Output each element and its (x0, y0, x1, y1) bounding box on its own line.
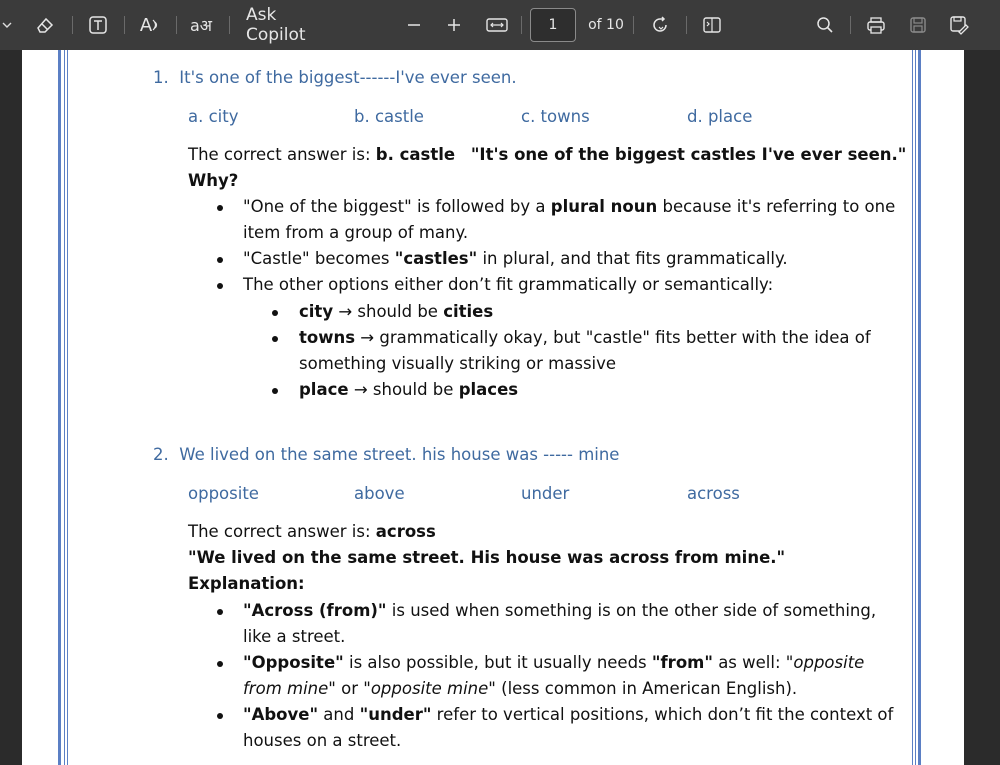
q2-bullet-1-cont: like a street. (243, 627, 346, 646)
q2-bullet-3-cont: houses on a street. (243, 731, 402, 750)
q1-sub-bullet-towns: towns → grammatically okay, but "castle" fits better with the idea of (299, 328, 871, 347)
document-content (22, 50, 964, 765)
print-icon[interactable] (864, 0, 888, 50)
pdf-toolbar (0, 0, 1000, 50)
save-as-icon[interactable] (947, 0, 971, 50)
q2-option-4: across (687, 484, 740, 503)
q2-bullet-3: "Above" and "under" refer to vertical positions, which don’t fit the context of (243, 705, 894, 724)
read-aloud-icon[interactable]: A (136, 0, 164, 50)
q1-answer-line: The correct answer is: b. castle "It's one of the biggest castles I've ever seen." (188, 145, 907, 164)
zoom-out-icon[interactable] (403, 0, 425, 50)
q1-sub-bullet-city: city → should be cities (299, 302, 494, 321)
q2-bullet-1: "Across (from)" is used when something is on the other side of something, (243, 601, 877, 620)
q2-option-2: above (354, 484, 405, 503)
chevron-down-icon[interactable] (0, 0, 14, 50)
question-2: 2. We lived on the same street. his house was ----- mine (153, 445, 620, 464)
q1-bullet-3: The other options either don’t fit grammatically or semantically: (243, 275, 774, 294)
page-number-input[interactable]: 1 (530, 8, 576, 42)
q1-bullet-2: "Castle" becomes "castles" in plural, and that fits grammatically. (243, 249, 788, 268)
q1-sub-bullet-towns-cont: something visually striking or massive (299, 354, 617, 373)
zoom-in-icon[interactable] (443, 0, 465, 50)
q1-option-a: a. city (188, 107, 239, 126)
q2-answer-sentence: "We lived on the same street. His house was across from mine." (188, 548, 786, 567)
search-icon[interactable] (814, 0, 836, 50)
q2-explanation-label: Explanation: (188, 574, 305, 593)
text-box-icon[interactable] (86, 0, 110, 50)
q1-option-d: d. place (687, 107, 753, 126)
fit-width-icon[interactable] (485, 0, 509, 50)
q1-why-label: Why? (188, 171, 239, 190)
q2-bullet-2-cont: from mine" or "opposite mine" (less common in American English). (243, 679, 798, 698)
q1-sub-bullet-place: place → should be places (299, 380, 519, 399)
q1-option-b: b. castle (354, 107, 424, 126)
ask-copilot-button[interactable]: Ask Copilot (246, 5, 306, 45)
q2-option-1: opposite (188, 484, 259, 503)
two-page-view-icon[interactable] (700, 0, 724, 50)
pdf-page (22, 50, 964, 765)
rotate-icon[interactable] (648, 0, 672, 50)
save-icon[interactable] (906, 0, 930, 50)
q2-answer-line: The correct answer is: across (188, 522, 436, 541)
q2-option-3: under (521, 484, 570, 503)
q1-bullet-1: "One of the biggest" is followed by a plural noun because it's referring to one (243, 197, 896, 216)
page-total: of 10 (588, 17, 624, 33)
q1-bullet-1-cont: item from a group of many. (243, 223, 469, 242)
q2-bullet-2: "Opposite" is also possible, but it usually needs "from" as well: "opposite (243, 653, 865, 672)
eraser-icon[interactable] (32, 0, 58, 50)
q1-option-c: c. towns (521, 107, 590, 126)
question-1: 1. It's one of the biggest------I've ever seen. (153, 68, 517, 87)
translate-icon[interactable]: aअ (189, 16, 213, 35)
